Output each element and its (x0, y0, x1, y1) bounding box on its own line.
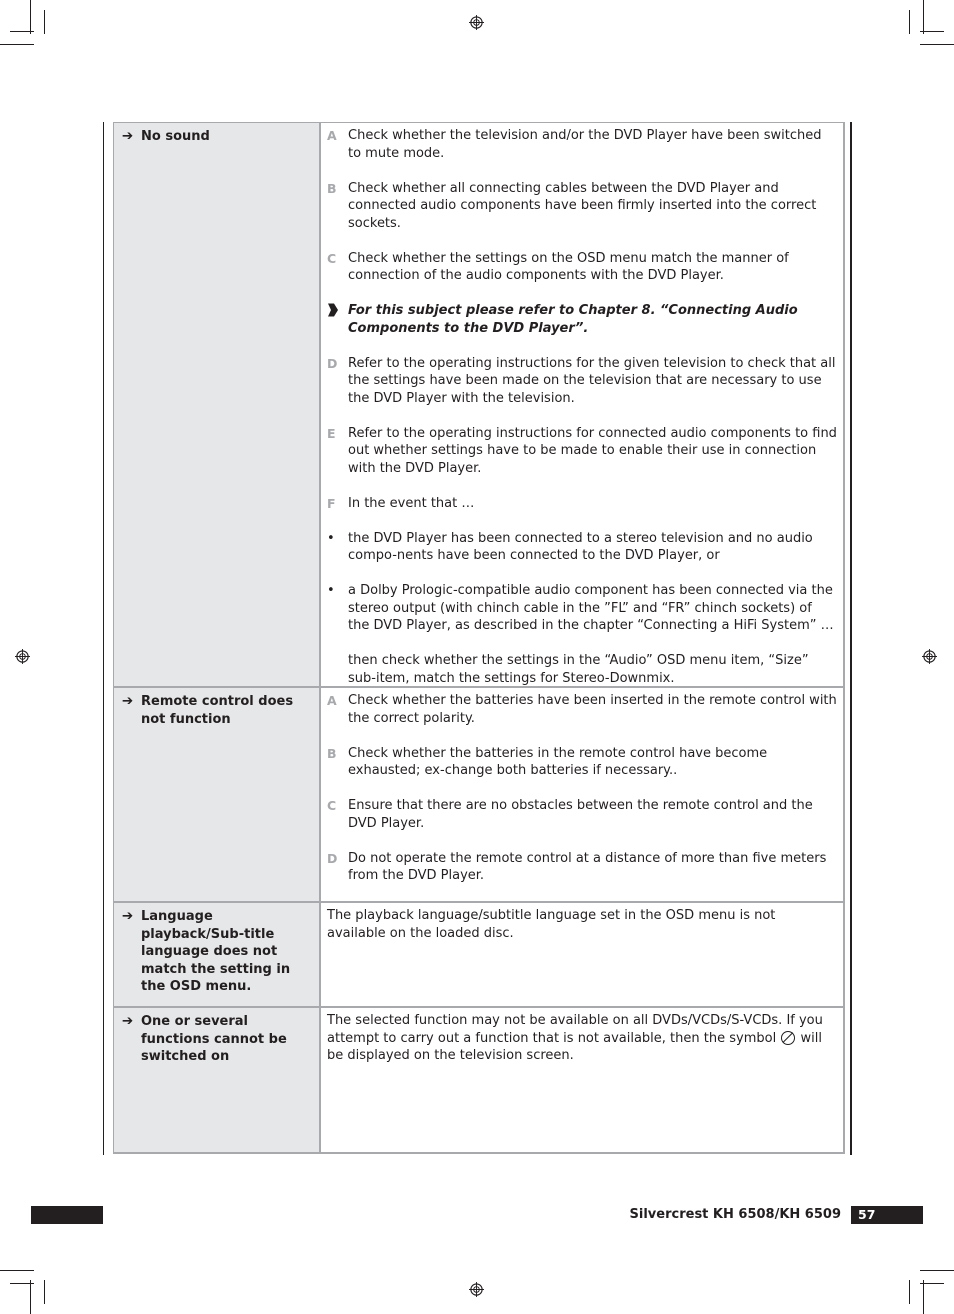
arrow-right-icon: ➔ (121, 1013, 134, 1029)
step-text: Check whether the settings on the OSD menu match the manner of connection of the audio components with the DVD Player. (348, 250, 789, 283)
crop-mark (920, 31, 944, 32)
troubleshooting-table (113, 122, 845, 1154)
step-text: Check whether the batteries in the remote control have become exhausted; ex-change both batteries if necessary.. (348, 745, 768, 778)
registration-target-icon (469, 1282, 484, 1297)
table-row (114, 1006, 843, 1152)
step-text: then check whether the settings in the “Audio” OSD menu item, “Size” sub-item, match the settings for Stereo-Downmix. (348, 653, 809, 686)
list-item (327, 355, 837, 408)
problem-title: No sound (141, 129, 210, 144)
list-item (327, 850, 837, 885)
crop-mark (909, 10, 910, 34)
solution-cell (321, 903, 843, 1006)
registration-target-icon (469, 15, 484, 30)
step-label: D (327, 355, 338, 371)
crop-mark (10, 1283, 34, 1284)
problem-cell (114, 123, 321, 686)
bullet-text: the DVD Player has been connected to a stereo television and no audio compo-nents have been connected to the DVD Player, or (348, 530, 813, 563)
crop-mark (0, 1270, 34, 1271)
step-text: In the event that … (348, 495, 475, 511)
page-number: 57 (851, 1206, 923, 1224)
step-text: Do not operate the remote control at a distance of more than five meters from the DVD Player. (348, 850, 827, 883)
step-label: F (327, 495, 336, 511)
arrow-right-icon: ➔ (121, 128, 134, 144)
step-label: B (327, 745, 337, 761)
step-text: Check whether the batteries have been inserted in the remote control with the correct polarity. (348, 693, 837, 726)
bullet-item (327, 530, 837, 565)
step-label: E (327, 425, 336, 441)
solution-cell (321, 688, 843, 901)
problem-cell (114, 688, 321, 901)
arrow-right-icon: ➔ (121, 908, 134, 924)
note-text: For this subject please refer to Chapter 8. “Connecting Audio Components to the DVD Player”. (348, 303, 798, 336)
step-label (327, 652, 348, 687)
crop-mark (923, 1280, 924, 1314)
crop-mark (44, 1280, 45, 1304)
solution-cell (321, 123, 843, 686)
crop-mark (44, 10, 45, 34)
footer-product-name: Silvercrest KH 6508/KH 6509 (629, 1207, 841, 1222)
crop-mark (909, 1280, 910, 1304)
table-row (114, 123, 843, 686)
note-icon (327, 302, 348, 337)
step-text: Check whether all connecting cables between the DVD Player and connected audio components have been firmly inserted into the correct sockets. (348, 180, 817, 231)
list-item (327, 250, 837, 285)
note-item (327, 302, 837, 337)
list-item (327, 745, 837, 780)
problem-title: Remote control does not function (141, 694, 294, 727)
table-row (114, 686, 843, 901)
crop-mark (920, 1283, 944, 1284)
crop-mark (920, 1270, 954, 1271)
list-item (327, 652, 837, 687)
step-label: B (327, 180, 337, 196)
step-text: Refer to the operating instructions for the given television to check that all the settings have been made on the television that are necessary to use the DVD Player with the television. (348, 355, 836, 406)
crop-mark (923, 0, 924, 34)
solution-text: The selected function may not be available on all DVDs/VCDs/S-VCDs. If you attempt to carry out a function that is not available, then the symbol (327, 1013, 823, 1046)
list-item (327, 692, 837, 727)
bullet-text: a Dolby Prologic-compatible audio component has been connected via the stereo output (with chinch cable in the ”FL” and “FR” chinch sockets) of the DVD Player, as described in the chapter “Connecting a HiFi System” … (348, 583, 834, 633)
step-label: C (327, 250, 337, 266)
crop-mark (30, 0, 31, 34)
bullet-item (327, 582, 837, 635)
left-side-rule (103, 122, 104, 1155)
crop-mark (30, 1280, 31, 1314)
step-label: A (327, 128, 337, 143)
step-label: D (327, 850, 338, 866)
list-item (327, 797, 837, 832)
solution-cell (321, 1008, 843, 1152)
crop-mark (10, 31, 34, 32)
step-label: C (327, 798, 337, 813)
footer-left-bar (31, 1206, 103, 1224)
table-row (114, 901, 843, 1006)
arrow-right-icon: ➔ (121, 693, 134, 709)
crop-mark (920, 44, 954, 45)
problem-title: One or several functions cannot be switched on (141, 1014, 287, 1064)
list-item (327, 127, 837, 162)
problem-cell (114, 903, 321, 1006)
no-entry-icon (781, 1031, 795, 1045)
step-text: Check whether the television and/or the DVD Player have been switched to mute mode. (348, 128, 822, 161)
step-label: A (327, 693, 337, 708)
list-item (327, 425, 837, 478)
problem-title: Language playback/Sub-title language does not match the setting in the OSD menu. (141, 909, 291, 994)
step-text: Ensure that there are no obstacles between the remote control and the DVD Player. (348, 798, 813, 831)
solution-text-end: will be displayed on the television screen. (327, 1030, 822, 1063)
crop-mark (0, 44, 34, 45)
list-item (327, 180, 837, 233)
problem-cell (114, 1008, 321, 1152)
bullet: • (327, 530, 335, 546)
bullet: • (327, 583, 335, 598)
step-text: Refer to the operating instructions for connected audio components to find out whether settings have to be made to enable their use in connection with the DVD Player. (348, 425, 837, 476)
registration-target-icon (922, 649, 937, 664)
solution-text: The playback language/subtitle language set in the OSD menu is not available on the loaded disc. (327, 908, 776, 941)
registration-target-icon (15, 649, 30, 664)
right-side-rule (850, 122, 852, 1155)
list-item (327, 495, 837, 513)
